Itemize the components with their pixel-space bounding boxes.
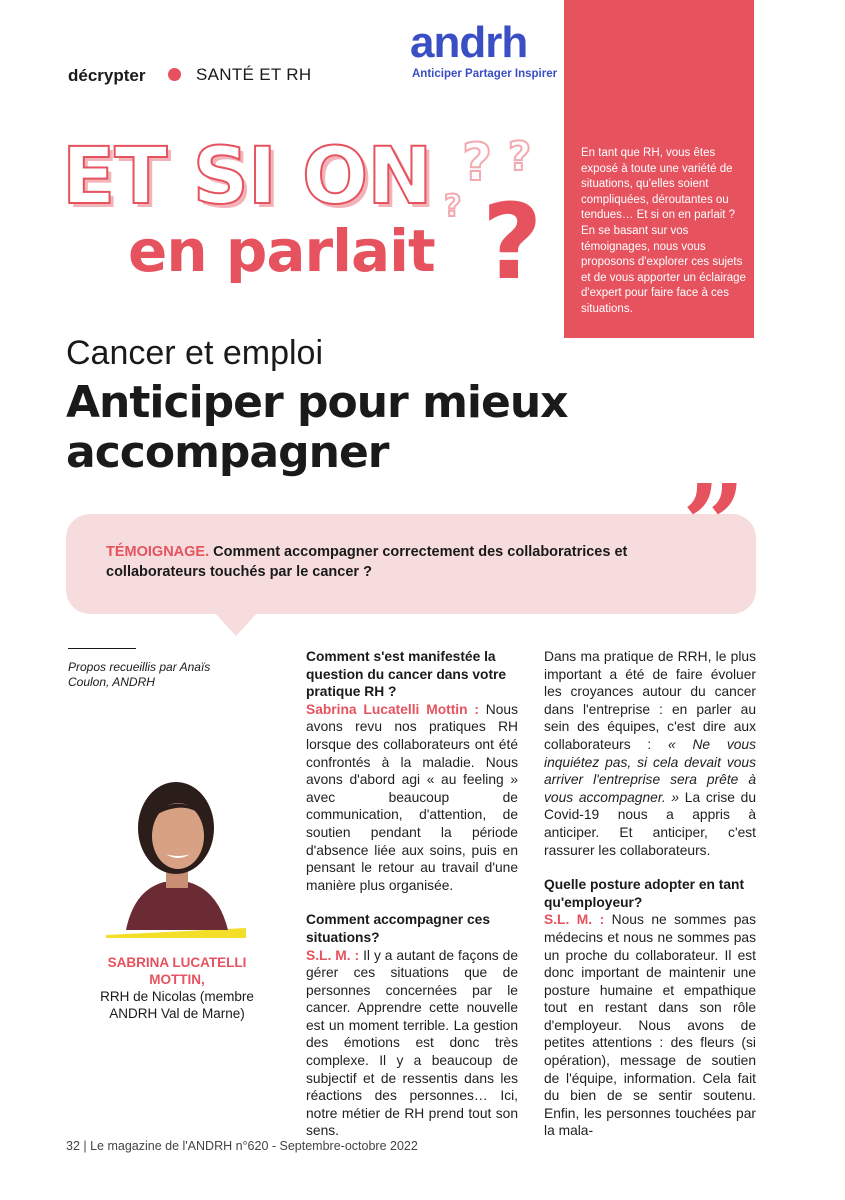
question-marks-icon [440,120,560,290]
testimonial-question: Comment accompagner correctement des collaboratrices et collaborateurs touchés par le cancer ? [106,544,628,580]
article-column-2 [544,648,756,1157]
testimonial-bubble [66,514,756,614]
speaker-name: S.L. M. : [544,912,605,928]
svg-text:?: ? [444,189,462,224]
portrait-caption [92,954,262,1022]
article-column-1 [306,648,518,1157]
answer-text: Nous avons revu nos pratiques RH lorsque des collaborateurs ont été confrontés à la maladie. Nous avons d'abord agi « au feeling » avec beaucoup de communication, d'attention, de soutien pendant la période d'absence liée aux soins, puis en pensant le retour au travail d'une manière plus organisée. [306,701,519,893]
svg-text:?: ? [462,133,493,193]
question-heading: Quelle posture adopter en tant qu'employeur? [544,877,745,910]
speaker-name: S.L. M. : [306,947,360,963]
intro-panel [564,0,754,338]
testimonial-text [106,542,666,582]
answer-paragraph [306,701,518,895]
portrait-name: SABRINA LUCATELLI MOTTIN, [107,955,247,987]
answer-text: La crise du Covid-19 nous a appris à anticiper. Et anticiper, c'est rassurer les collaborateurs. [544,789,756,858]
divider [68,648,136,649]
bullet-dot-icon [168,68,181,81]
answer-paragraph [544,911,756,1140]
quote-mark-icon: ” [682,460,746,589]
portrait-photo [106,770,246,938]
intro-panel-text: En tant que RH, vous êtes exposé à toute une variété de situations, qu'elles soient compliquées, déroutantes ou tendues… Et si on en parlait ? En se basant sur vos témoignages, nous vous proposons d'explorer ces sujets et de vous apporter un éclairage d'expert pour faire face à ces situations. [581,147,746,315]
article-headline: Anticiper pour mieux accompagner [66,377,568,478]
rubric-title-line1: ET SI ON [62,132,432,222]
svg-text:?: ? [482,181,543,290]
section-rubric: décrypter [68,66,146,85]
portrait-role: RRH de Nicolas (membre ANDRH Val de Marne) [100,989,254,1021]
logo-tagline: Anticiper Partager Inspirer [412,68,558,80]
answer-text: Il y a autant de façons de gérer ces situations que de personnes concernées par le cancer. Apprendre cette nouvelle est un moment terrible. La gestion des émotions est donc très complexe. Il y a beaucoup de subjectif et de ressentis dans les réactions des personnes… Ici, notre métier de RH prend tout son sens. [306,947,518,1139]
answer-paragraph [544,648,756,859]
svg-text:?: ? [508,134,532,180]
question-heading: Comment s'est manifestée la question du cancer dans votre pratique RH ? [306,649,507,700]
question-heading: Comment accompagner ces situations? [306,912,491,945]
article-kicker: Cancer et emploi [66,334,324,372]
testimonial-label: TÉMOIGNAGE. [106,544,210,560]
speaker-name: Sabrina Lucatelli Mottin : [306,701,479,717]
section-topic: SANTÉ ET RH [196,65,312,84]
andrh-logo: andrh [410,18,528,67]
interview-credits: Propos recueillis par Anaïs Coulon, ANDRH [68,660,211,689]
answer-text: Dans ma pratique de RRH, le plus important a été de faire évoluer les croyances autour du cancer dans l'entreprise : en parler au sein des équipes, c'est dire aux collaborateurs : [544,649,756,752]
page-footer: 32 | Le magazine de l'ANDRH n°620 - Septembre-octobre 2022 [66,1139,418,1153]
employee-quote: « Ne vous inquiétez pas, si cela devait vous arriver l'entreprise sera prête à vous accompagner. » [544,736,756,805]
answer-paragraph [306,947,518,1141]
rubric-title-line2: en parlait [128,217,435,285]
answer-text: Nous ne sommes pas médecins et nous ne sommes pas un proche du collaborateur. Il est donc important de maintenir une posture humaine et empathique tout en restant dans son rôle d'employeur. Nous avons de petites attentions : des fleurs (si opération), message de soutien de l'équipe, information. Cela fait du bien de se sentir soutenu. Enfin, les personnes touchées par la mala- [544,912,756,1139]
bubble-tail [214,612,258,636]
